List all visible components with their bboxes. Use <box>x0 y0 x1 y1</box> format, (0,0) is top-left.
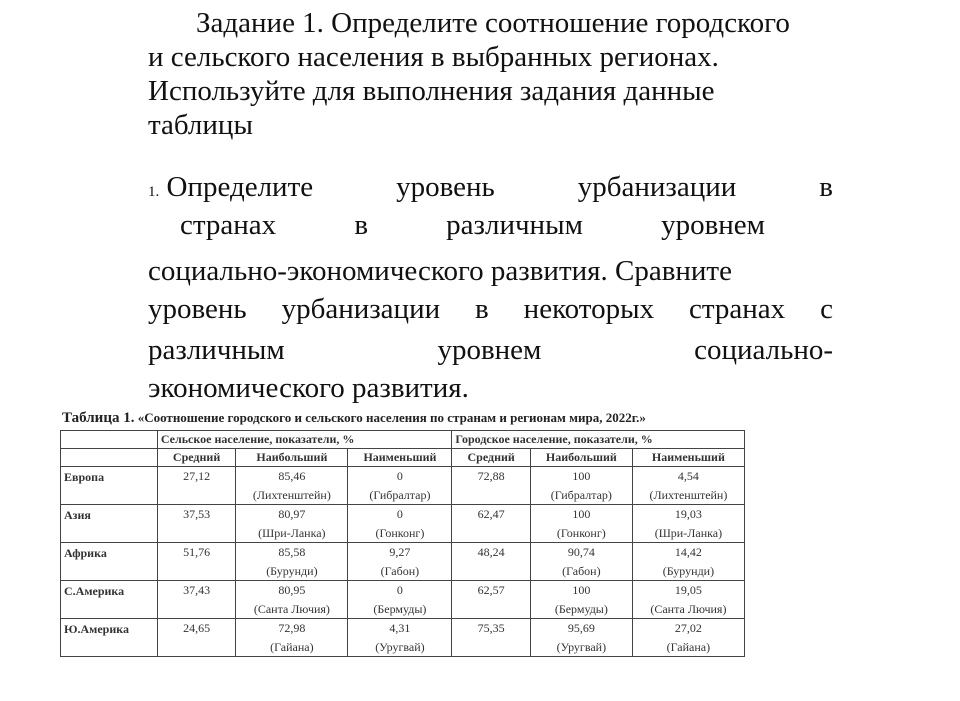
item-word: уровень <box>396 171 495 203</box>
cell-note <box>455 600 526 618</box>
header-rural-avg: Средний <box>157 449 235 467</box>
item-line-4 <box>148 292 833 326</box>
table-cell-urban-max <box>530 581 632 619</box>
cell-value: 48,24 <box>477 545 505 559</box>
item-word: странах <box>180 209 277 241</box>
header-urban-avg: Средний <box>452 449 530 467</box>
item-line-1 <box>148 170 833 209</box>
cell-note <box>455 486 526 504</box>
cell-note <box>161 600 232 618</box>
table-cell-urban-avg <box>452 543 530 581</box>
cell-value: 100 <box>572 583 591 597</box>
cell-note: (Бермуды) <box>554 602 608 616</box>
item-word: в <box>475 293 489 325</box>
cell-note: (Гибралтар) <box>550 488 612 502</box>
table-cell-rural-max <box>236 467 348 505</box>
cell-value: 100 <box>572 469 591 483</box>
cell-value: 80,95 <box>278 583 306 597</box>
cell-note: (Бермуды) <box>373 602 427 616</box>
task-title-line: таблицы <box>148 109 253 141</box>
table-cell-rural-min <box>348 581 452 619</box>
item-word: урбанизации <box>281 293 441 325</box>
item-word: в <box>819 171 833 203</box>
cell-value: 62,57 <box>477 583 505 597</box>
cell-note: (Гибралтар) <box>369 488 431 502</box>
cell-value: 19,05 <box>674 583 702 597</box>
item-line-2 <box>180 208 765 242</box>
table-cell-urban-min <box>632 581 744 619</box>
table-cell-urban-max <box>530 505 632 543</box>
region-name: С.Америка <box>61 581 158 619</box>
table-cell-rural-max <box>236 581 348 619</box>
item-word: уровнем <box>661 209 765 241</box>
header-urban-group: Городское население, показатели, % <box>452 431 745 449</box>
table-cell-rural-avg <box>157 543 235 581</box>
header-urban-min: Наименьший <box>632 449 744 467</box>
cell-note: (Уругвай) <box>556 640 607 654</box>
table-cell-rural-avg <box>157 467 235 505</box>
cell-value: 85,46 <box>278 469 306 483</box>
cell-value: 27,02 <box>674 621 702 635</box>
table-cell-rural-avg <box>157 619 235 657</box>
table-cell-urban-avg <box>452 467 530 505</box>
cell-value: 14,42 <box>674 545 702 559</box>
item-word: социально- <box>694 334 833 366</box>
item-word: странах <box>689 293 786 325</box>
cell-value: 19,03 <box>674 507 702 521</box>
task-title-line: и сельского населения в выбранных регионах. <box>148 41 719 73</box>
table-cell-rural-min <box>348 505 452 543</box>
table-cell-urban-min <box>632 619 744 657</box>
cell-note: (Санта Лючия) <box>650 602 727 616</box>
cell-note: (Габон) <box>380 564 420 578</box>
item-number: 1. <box>148 184 160 200</box>
cell-note: (Шри-Ланка) <box>258 526 326 540</box>
table-cell-rural-max <box>236 619 348 657</box>
table-caption <box>62 410 762 427</box>
region-name: Европа <box>61 467 158 505</box>
table-cell-rural-min <box>348 543 452 581</box>
cell-note <box>161 638 232 656</box>
table-row <box>61 619 745 657</box>
header-urban-max: Наибольший <box>530 449 632 467</box>
cell-value: 24,65 <box>183 621 211 635</box>
item-word: различным <box>148 334 285 366</box>
cell-value: 37,53 <box>183 507 211 521</box>
cell-note: (Лихтенштейн) <box>649 488 728 502</box>
table-caption-prefix: Таблица 1. <box>62 410 135 426</box>
table-cell-rural-avg <box>157 581 235 619</box>
cell-note <box>161 524 232 542</box>
cell-note: (Шри-Ланка) <box>654 526 723 540</box>
item-word: в <box>354 209 369 241</box>
cell-note <box>161 562 232 580</box>
item-first-word: 1. Определите <box>148 171 314 203</box>
table-cell-urban-max <box>530 467 632 505</box>
cell-value: 0 <box>396 507 403 521</box>
task-title-line: Задание 1. Определите соотношение городского <box>196 7 790 39</box>
cell-note <box>161 486 232 504</box>
table-cell-urban-avg <box>452 505 530 543</box>
table-caption-text: «Соотношение городского и сельского населения по странам и регионам мира, 2022г.» <box>137 410 646 425</box>
cell-note: (Бурунди) <box>662 564 715 578</box>
cell-value: 9,27 <box>389 545 411 559</box>
table-row <box>61 543 745 581</box>
cell-value: 90,74 <box>567 545 595 559</box>
header-rural-min: Наименьший <box>348 449 452 467</box>
cell-note: (Лихтенштейн) <box>252 488 331 502</box>
table-cell-urban-avg <box>452 581 530 619</box>
item-word: с <box>820 293 833 325</box>
cell-value: 51,76 <box>183 545 211 559</box>
item-line-text: экономического развития. <box>148 372 469 404</box>
item-line-3 <box>148 254 833 288</box>
table-row <box>61 505 745 543</box>
cell-value: 4,31 <box>389 621 411 635</box>
cell-value: 85,58 <box>278 545 306 559</box>
table-cell-urban-avg <box>452 619 530 657</box>
item-word: уровнем <box>437 334 542 366</box>
cell-note: (Бурунди) <box>266 564 318 578</box>
region-name: Ю.Америка <box>61 619 158 657</box>
cell-note: (Гонконг) <box>375 526 425 540</box>
cell-note: (Уругвай) <box>375 640 425 654</box>
task-title-line: Используйте для выполнения задания данные <box>148 75 715 107</box>
table-cell-rural-avg <box>157 505 235 543</box>
region-name: Азия <box>61 505 158 543</box>
table-cell-rural-min <box>348 467 452 505</box>
item-word: уровень <box>148 293 247 325</box>
table-cell-rural-max <box>236 543 348 581</box>
item-line-6 <box>148 371 833 405</box>
cell-note: (Санта Лючия) <box>253 602 330 616</box>
cell-note: (Гонконг) <box>556 526 606 540</box>
table-cell-rural-min <box>348 619 452 657</box>
item-line-5 <box>148 333 833 367</box>
header-rural-max: Наибольший <box>236 449 348 467</box>
cell-value: 0 <box>396 469 403 483</box>
cell-value: 37,43 <box>183 583 211 597</box>
cell-value: 75,35 <box>477 621 505 635</box>
cell-value: 62,47 <box>477 507 505 521</box>
cell-value: 80,97 <box>278 507 306 521</box>
cell-note <box>455 562 526 580</box>
table-cell-urban-max <box>530 543 632 581</box>
table-cell-urban-max <box>530 619 632 657</box>
cell-value: 95,69 <box>567 621 595 635</box>
cell-value: 100 <box>572 507 591 521</box>
cell-value: 72,88 <box>477 469 505 483</box>
cell-note <box>455 638 526 656</box>
cell-note: (Гайана) <box>666 640 711 654</box>
table-cell-urban-min <box>632 467 744 505</box>
table-cell-rural-max <box>236 505 348 543</box>
header-empty <box>61 431 158 449</box>
cell-value: 4,54 <box>677 469 699 483</box>
cell-note: (Габон) <box>562 564 601 578</box>
table-header-groups <box>61 431 745 449</box>
item-word: некоторых <box>523 293 655 325</box>
region-name: Африка <box>61 543 158 581</box>
task-title <box>148 6 908 142</box>
item-word: урбанизации <box>577 171 737 203</box>
header-rural-group: Сельское население, показатели, % <box>157 431 452 449</box>
cell-value: 0 <box>396 583 403 597</box>
table-cell-urban-min <box>632 543 744 581</box>
cell-value: 72,98 <box>278 621 306 635</box>
cell-note: (Гайана) <box>270 640 314 654</box>
cell-value: 27,12 <box>183 469 211 483</box>
item-line-text: социально-экономического развития. Сравните <box>148 255 732 287</box>
table-cell-urban-min <box>632 505 744 543</box>
table-body <box>61 467 745 657</box>
header-empty <box>61 449 158 467</box>
cell-note <box>455 524 526 542</box>
table-row <box>61 581 745 619</box>
table-header-columns <box>61 449 745 467</box>
item-word: различным <box>446 209 583 241</box>
population-table <box>60 430 745 657</box>
table-row <box>61 467 745 505</box>
